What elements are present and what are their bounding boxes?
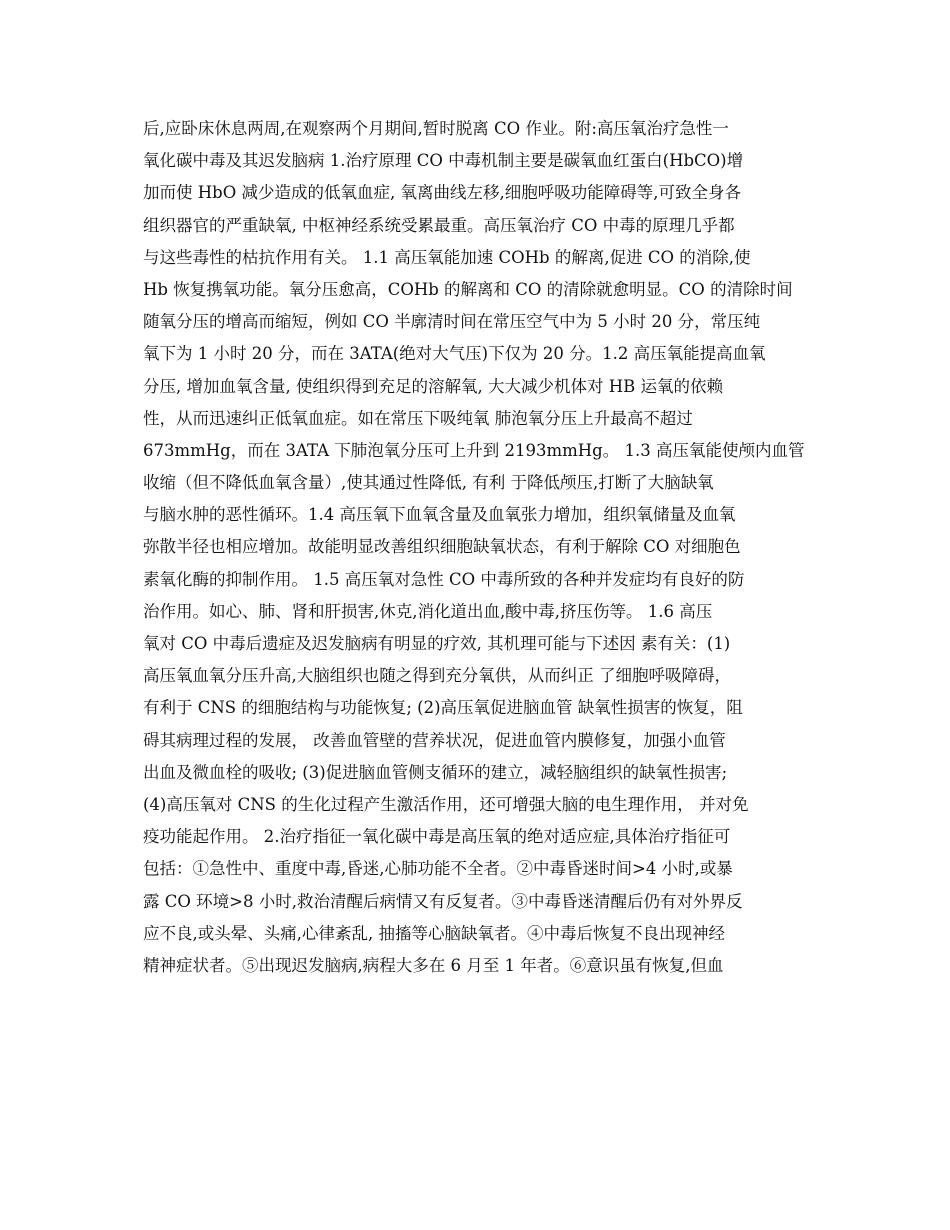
text-line: 后,应卧床休息两周,在观察两个月期间,暂时脱离 CO 作业。附:高压氧治疗急性一	[143, 119, 729, 138]
text-line: 疫功能起作用。 2.治疗指征一氧化碳中毒是高压氧的绝对适应症,具体治疗指征可	[143, 827, 731, 847]
text-line: 氧对 CO 中毒后遗症及迟发脑病有明显的疗效, 其机理可能与下述因 素有关：(1)	[143, 634, 731, 653]
text-line: 碍其病理过程的发展， 改善血管壁的营养状况，促进血管内膜修复，加强小血管	[143, 730, 726, 750]
body-text	[143, 113, 815, 982]
text-line: 加而使 HbO 减少造成的低氧血症, 氧离曲线左移,细胞呼吸功能障碍等,可致全身各	[143, 183, 741, 203]
text-line: (4)高压氧对 CNS 的生化过程产生激活作用，还可增强大脑的电生理作用， 并对免	[143, 794, 749, 814]
text-line: Hb 恢复携氧功能。氧分压愈高，COHb 的解离和 CO 的清除就愈明显。CO 的清除时间	[143, 279, 793, 299]
text-line: 收缩（但不降低血氧含量）,使其通过性降低, 有利 于降低颅压,打断了大脑缺氧	[143, 473, 714, 493]
text-line: 素氧化酶的抑制作用。 1.5 高压氧对急性 CO 中毒所致的各种并发症均有良好的防	[143, 569, 745, 589]
text-line: 应不良,或头晕、头痛,心律紊乱, 抽搐等心脑缺氧者。④中毒后恢复不良出现神经	[143, 923, 725, 943]
text-line: 性，从而迅速纠正低氧血症。如在常压下吸纯氧 肺泡氧分压上升最高不超过	[143, 408, 693, 428]
text-line: 氧化碳中毒及其迟发脑病 1.治疗原理 CO 中毒机制主要是碳氧血红蛋白(HbCO)增	[143, 151, 744, 171]
text-line: 高压氧血氧分压升高,大脑组织也随之得到充分氧供，从而纠正 了细胞呼吸障碍，	[143, 666, 731, 686]
text-line: 与这些毒性的枯抗作用有关。 1.1 高压氧能加速 COHb 的解离,促进 CO 的消除,使	[143, 247, 751, 267]
text-line: 治作用。如心、肺、肾和肝损害,休克,消化道出血,酸中毒,挤压伤等。 1.6 高压	[143, 601, 713, 621]
text-line: 与脑水肿的恶性循环。1.4 高压氧下血氧含量及血氧张力增加，组织氧储量及血氧	[143, 505, 736, 525]
text-line: 氧下为 1 小时 20 分，而在 3ATA(绝对大气压)下仅为 20 分。1.2 高压氧能提高血氧	[143, 344, 766, 364]
text-line: 弥散半径也相应增加。故能明显改善组织细胞缺氧状态，有利于解除 CO 对细胞色	[143, 537, 741, 557]
text-line: 有利于 CNS 的细胞结构与功能恢复; (2)高压氧促进脑血管 缺氧性损害的恢复，阻	[143, 698, 743, 718]
text-line: 精神症状者。⑤出现迟发脑病,病程大多在 6 月至 1 年者。⑥意识虽有恢复,但血	[143, 955, 724, 975]
text-line: 露 CO 环境>8 小时,救治清醒后病情又有反复者。③中毒昏迷清醒后仍有对外界反	[143, 891, 743, 911]
text-line: 组织器官的严重缺氧, 中枢神经系统受累最重。高压氧治疗 CO 中毒的原理几乎都	[143, 215, 735, 235]
text-line: 分压, 增加血氧含量, 使组织得到充足的溶解氧, 大大减少机体对 HB 运氧的依赖	[143, 376, 723, 396]
text-line: 随氧分压的增高而缩短，例如 CO 半廓清时间在常压空气中为 5 小时 20 分，常压纯	[143, 312, 761, 332]
text-line: 出血及微血栓的吸收; (3)促进脑血管侧支循环的建立，减轻脑组织的缺氧性损害;	[143, 762, 728, 782]
text-line: 包括：①急性中、重度中毒,昏迷,心肺功能不全者。②中毒昏迷时间>4 小时,或暴	[143, 859, 733, 879]
text-line: 673mmHg，而在 3ATA 下肺泡氧分压可上升到 2193mmHg。 1.3 高压氧能使颅内血管	[143, 440, 805, 460]
